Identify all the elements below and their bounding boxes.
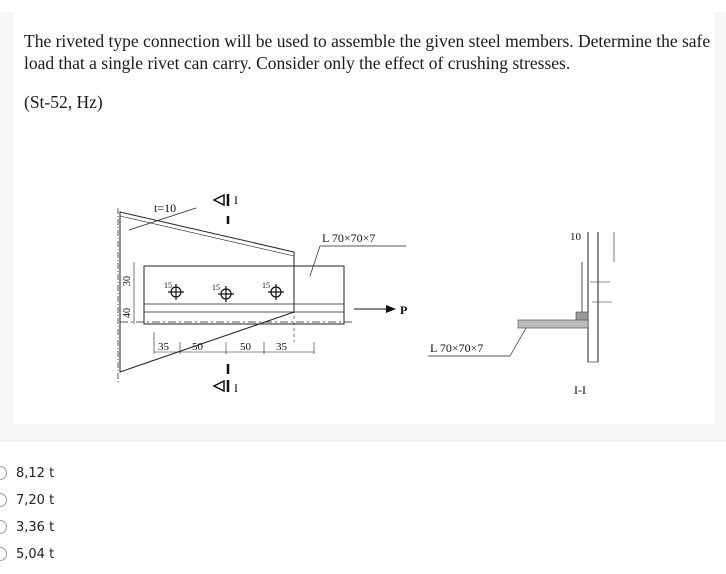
plate-thickness-label: t=10	[154, 201, 177, 215]
section-label-bottom: I	[234, 381, 238, 395]
option-1-radio[interactable]	[0, 466, 7, 480]
section-arrow-bottom	[214, 381, 224, 391]
angle-label-right: L 70×70×7	[430, 341, 484, 355]
dim-left-2: 30	[122, 276, 133, 286]
connection-figure	[14, 12, 714, 424]
option-2-label: 7,20 t	[16, 492, 55, 508]
section-title: I-I	[574, 383, 586, 397]
section-thickness-label: 10	[570, 231, 581, 243]
dim-left-1: 40	[122, 308, 133, 318]
question-card	[14, 12, 714, 424]
option-4-label: 5,04 t	[16, 546, 55, 562]
question-text: The riveted type connection will be used to assemble the given steel members. Determine the safe load that a single rivet can carry. Consider only the effect of crushing stresses.	[24, 31, 711, 73]
rivet-3	[268, 284, 284, 300]
bottom-dimensions	[154, 332, 314, 354]
section-label-top: I	[234, 193, 238, 207]
section-view	[518, 232, 614, 362]
rivet-label-1: 15	[164, 281, 172, 290]
angle-label-top: L 70×70×7	[322, 231, 376, 245]
option-3-radio[interactable]	[0, 520, 7, 534]
option-3-label: 3,36 t	[16, 519, 55, 535]
option-1-label: 8,12 t	[16, 465, 55, 481]
rivet-label-2: 15	[212, 283, 220, 292]
option-2-radio[interactable]	[0, 493, 7, 507]
rivet-label-3: 15	[262, 281, 270, 290]
option-4-radio[interactable]	[0, 547, 7, 561]
dim-bottom-2: 50	[192, 341, 203, 353]
question-subtext: (St-52, Hz)	[24, 92, 103, 112]
angle-member	[144, 266, 344, 324]
section-arrow-top	[214, 195, 224, 205]
dim-bottom-1: 35	[158, 341, 169, 353]
dim-bottom-4: 35	[276, 341, 287, 353]
dim-bottom-3: 50	[240, 341, 251, 353]
load-arrow	[386, 305, 396, 313]
rivet-2	[218, 286, 234, 302]
load-label: P	[400, 303, 408, 317]
